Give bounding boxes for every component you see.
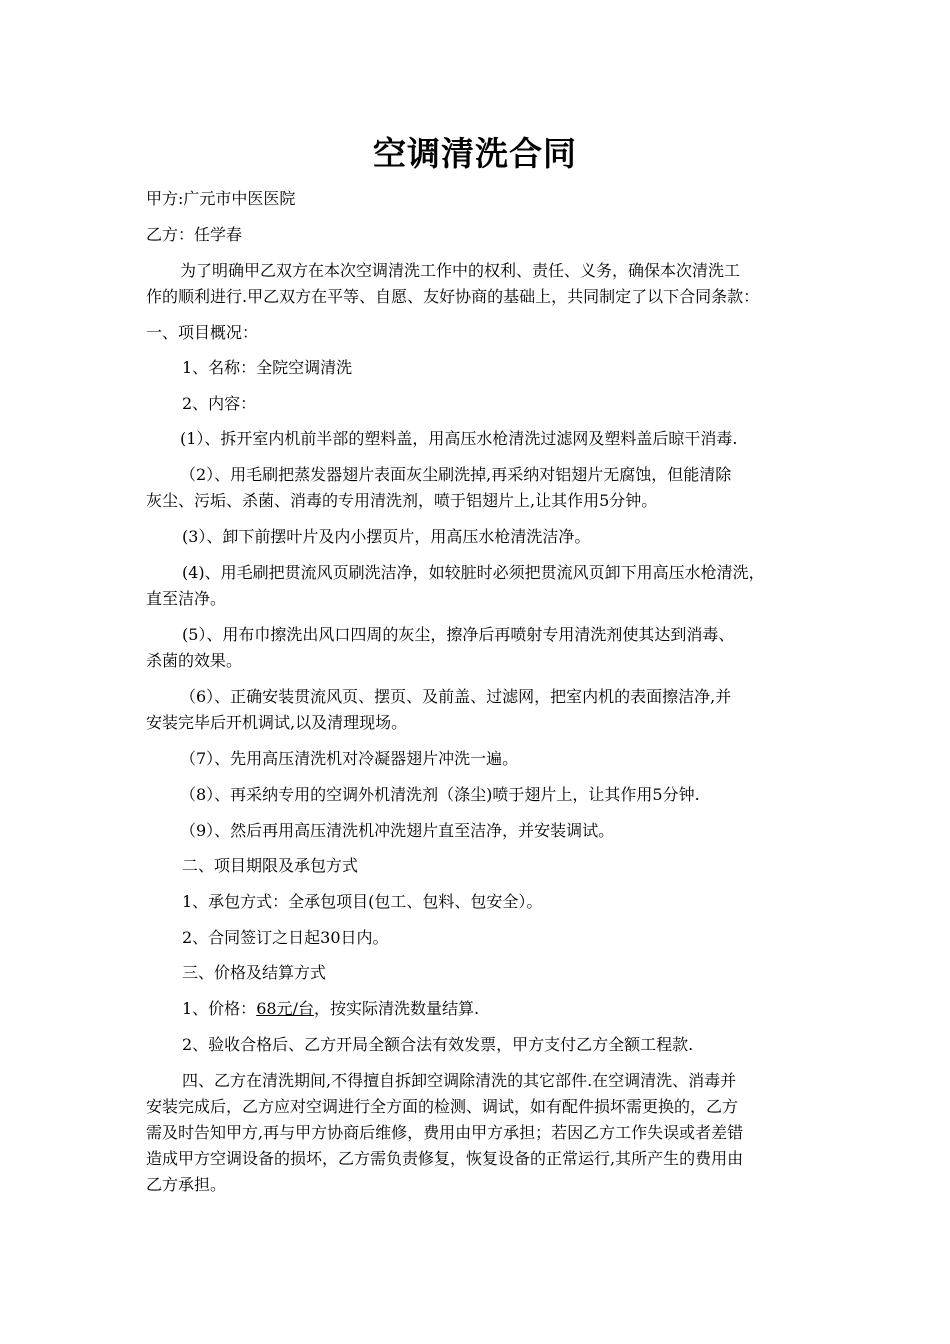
step-7: （7）、先用高压清洗机对冷凝器翅片冲洗一遍。 (180, 749, 519, 768)
section-4-line-2: 安装完成后，乙方应对空调进行全方面的检测、调试，如有配件损坏需更换的，乙方 (146, 1097, 739, 1116)
step-5-line-2: 杀菌的效果。 (146, 651, 243, 670)
section-4-line-3: 需及时告知甲方,再与甲方协商后维修，费用由甲方承担；若因乙方工作失误或者差错 (146, 1123, 744, 1142)
section-2-item-2: 2、合同签订之日起30日内。 (182, 928, 389, 947)
step-3: (3）、卸下前摆叶片及内小摆页片，用高压水枪清洗洁净。 (182, 527, 591, 546)
intro-line-1: 为了明确甲乙双方在本次空调清洗工作中的权利、责任、义务，确保本次清洗工 (180, 261, 741, 280)
party-a: 甲方:广元市中医医院 (146, 189, 296, 208)
step-9: （9）、然后再用高压清洗机冲洗翅片直至洁净，并安装调试。 (180, 821, 615, 840)
document-title: 空调清洗合同 (373, 134, 577, 173)
step-6-line-2: 安装完毕后开机调试,以及清理现场。 (146, 713, 408, 732)
section-1-heading: 一、项目概况： (146, 323, 259, 342)
step-8: （8）、再采纳专用的空调外机清洗剂（涤尘)喷于翅片上，让其作用5分钟. (180, 785, 700, 804)
price-value: 68元/台 (256, 999, 314, 1018)
section-3-item-2: 2、验收合格后、乙方开局全额合法有效发票，甲方支付乙方全额工程款. (182, 1035, 694, 1054)
section-1-item-1: 1、名称：全院空调清洗 (182, 358, 353, 377)
section-3-item-1 (182, 994, 479, 1023)
section-1-item-2: 2、内容： (182, 394, 257, 413)
section-4-line-5: 乙方承担。 (146, 1175, 227, 1194)
party-b: 乙方：任学春 (146, 225, 243, 244)
step-2-line-2: 灰尘、污垢、杀菌、消毒的专用清洗剂，喷于铝翅片上,让其作用5分钟。 (146, 491, 658, 510)
section-4-line-4: 造成甲方空调设备的损坏，乙方需负责修复，恢复设备的正常运行,其所产生的费用由 (146, 1149, 744, 1168)
intro-line-2: 作的顺利进行.甲乙双方在平等、自愿、友好协商的基础上，共同制定了以下合同条款： (146, 287, 760, 306)
section-3-heading: 三、价格及结算方式 (182, 963, 327, 982)
section-2-heading: 二、项目期限及承包方式 (182, 856, 359, 875)
step-4-line-1: (4)、用毛刷把贯流风页刷洗洁净，如较脏时必须把贯流风页卸下用高压水枪清洗， (182, 563, 765, 582)
price-label: 1、价格： (182, 999, 257, 1018)
step-5-line-1: (5）、用布巾擦洗出风口四周的灰尘，擦净后再喷射专用清洗剂使其达到消毒、 (182, 625, 735, 644)
step-1: (1）、拆开室内机前半部的塑料盖，用高压水枪清洗过滤网及塑料盖后晾干消毒. (180, 429, 738, 448)
step-6-line-1: （6）、正确安装贯流风页、摆页、及前盖、过滤网，把室内机的表面擦洁净,并 (180, 687, 732, 706)
price-note: ，按实际清洗数量结算. (313, 999, 480, 1018)
step-2-line-1: （2）、用毛刷把蒸发器翅片表面灰尘刷洗掉,再采纳对铝翅片无腐蚀，但能清除 (180, 465, 732, 484)
step-4-line-2: 直至洁净。 (146, 589, 227, 608)
section-2-item-1: 1、承包方式：全承包项目(包工、包料、包安全）。 (182, 892, 543, 911)
section-4-line-1: 四、乙方在清洗期间,不得擅自拆卸空调除清洗的其它部件.在空调清洗、消毒并 (182, 1071, 737, 1090)
